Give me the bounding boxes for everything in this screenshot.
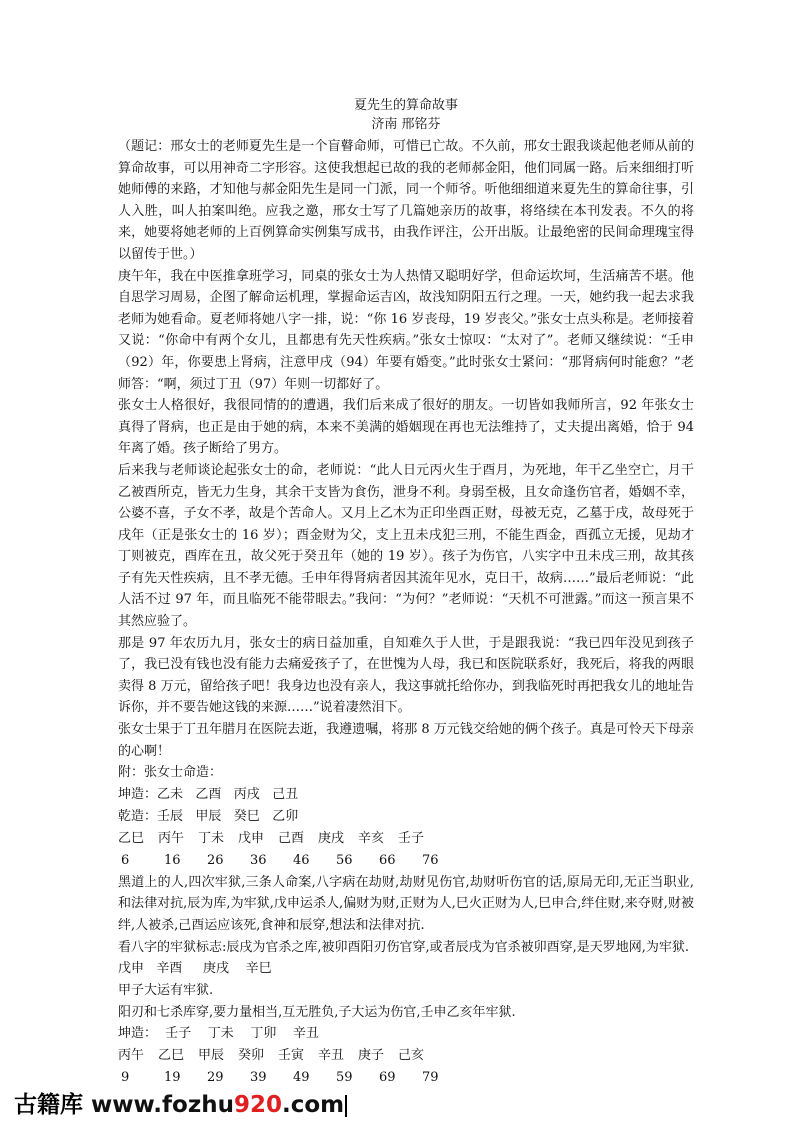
paragraph-story-2: 张女士人格很好，我很同情的的遭遇，我们后来成了很好的朋友。一切皆如我师所言，92 年张女士真得了肾病，也正是由于她的病，本来不美满的婚姻现在再也无法维持了，丈夫提出离婚，恰于 94 年离了婚。孩子断给了男方。 — [118, 398, 694, 457]
text-cursor-icon — [345, 1095, 347, 1117]
dayun-pillar: 壬子 — [398, 830, 425, 846]
dayun-age: 69 — [379, 1070, 396, 1086]
dayun-age: 79 — [422, 1070, 439, 1086]
dayun-pillar: 甲辰 — [198, 1048, 225, 1064]
dayun-age: 66 — [379, 852, 396, 868]
dayun-pillar: 乙巳 — [118, 830, 145, 846]
dayun-age: 39 — [250, 1070, 267, 1086]
dayun-pillar: 癸卯 — [238, 1048, 265, 1064]
document-body — [118, 96, 694, 1089]
watermark-url-suffix: .com — [281, 1092, 345, 1118]
kun-chart: 坤造：乙未 乙酉 丙戌 己丑 — [118, 786, 299, 802]
doc-author: 济南 邢铭芬 — [371, 117, 441, 132]
dayun-row-2 — [118, 1045, 694, 1067]
dayun-age: 9 — [121, 1070, 130, 1086]
dayun-pillar: 己亥 — [398, 1048, 425, 1064]
dayun-row-1 — [118, 828, 694, 850]
qian-chart: 乾造：壬辰 甲辰 癸巳 乙卯 — [118, 808, 299, 824]
dayun-age: 46 — [293, 852, 310, 868]
dayun-pillar: 辛亥 — [358, 830, 385, 846]
dayun-ages-1 — [118, 850, 694, 872]
note-prison-sign: 看八字的牢狱标志:辰戌为官杀之库,被卯酉阳刃伤官穿,或者辰戌为官杀被卯酉穿,是天罗地网,为牢狱. — [118, 939, 690, 955]
dayun-pillar: 丙午 — [118, 1048, 145, 1064]
paragraph-preface: （题记：邢女士的老师夏先生是一个盲瞽命师，可惜已亡故。不久前，邢女士跟我谈起他老师从前的算命故事，可以用神奇二字形容。这使我想起已故的我的老师郝金阳，他们同属一路。后来细细打听她师傅的来路，才知他与郝金阳先生是同一门派，同一个师爷。听他细细道来夏先生的算命往事，引人入胜，叫人拍案叫绝。应我之邀，邢女士写了几篇她亲历的故事，将络续在本刊发表。不久的将来，她要将她老师的上百例算命实例集写成书，由我作评注，公开出版。让最绝密的民间命理瑰宝得以留传于世。） — [118, 139, 694, 262]
dayun-pillar: 庚子 — [358, 1048, 385, 1064]
dayun-pillar: 丁未 — [198, 830, 225, 846]
paragraph-story-4: 张女士果于丁丑年腊月在医院去逝，我遵遗嘱，将那 8 万元钱交给她的俩个孩子。真是可怜天下母亲的心啊！ — [118, 722, 694, 759]
dayun-age: 36 — [250, 852, 267, 868]
dayun-age: 6 — [121, 852, 130, 868]
dayun-pillar: 戊申 — [238, 830, 265, 846]
dayun-age: 76 — [422, 852, 439, 868]
note-criminal: 黑道上的人,四次牢狱,三条人命案,八字病在劫财,劫财见伤官,劫财听伤官的话,原局无印,无正当职业,和法律对抗,辰为库,为牢狱,戊申运杀人,偏财为财,正财为人,巳火正财为人,巳申合,绊住财,来夺财,财被绊,人被杀,己酉运应该死,食神和辰穿,想法和法律对抗. — [118, 874, 694, 933]
pillars-example: 戊申 辛酉 庚戌 辛巳 — [118, 961, 272, 977]
doc-title: 夏先生的算命故事 — [353, 98, 458, 113]
appendix-heading: 附：张女士命造： — [118, 765, 223, 781]
dayun-pillar: 己酉 — [278, 830, 305, 846]
dayun-pillar: 辛丑 — [318, 1048, 345, 1064]
dayun-pillar: 丙午 — [158, 830, 185, 846]
site-watermark — [14, 1086, 347, 1119]
dayun-age: 29 — [207, 1070, 224, 1086]
note-yangren: 阳刃和七杀库穿,要力量相当,互无胜负,子大运为伤官,壬申乙亥年牢狱. — [118, 1004, 516, 1020]
kun-chart-2: 坤造： 壬子 丁未 丁卯 辛丑 — [118, 1026, 319, 1042]
dayun-pillar: 壬寅 — [278, 1048, 305, 1064]
note-jiazi: 甲子大运有牢狱. — [118, 983, 214, 999]
dayun-age: 16 — [164, 852, 181, 868]
watermark-url-number: 920 — [233, 1092, 282, 1118]
dayun-age: 59 — [336, 1070, 353, 1086]
watermark-url-prefix: www.fozhu — [91, 1092, 234, 1118]
paragraph-story-1: 庚午年，我在中医推拿班学习，同桌的张女士为人热情又聪明好学，但命运坎坷，生活痛苦不堪。他自思学习周易，企图了解命运机理，掌握命运吉凶，故浅知阴阳五行之理。一天，她约我一起去求我老师为她看命。夏老师将她八字一排，说：“你 16 岁丧母，19 岁丧父。”张女士点头称是。老师接着又说：“你命中有两个女儿，且都患有先天性疾病。”张女士惊叹：“太对了”。老师又继续说：“壬申（92）年，你要患上肾病，注意甲戌（94）年要有婚变。”此时张女士紧问：“那肾病何时能愈？”老师答：“啊，须过丁丑（97）年则一切都好了。 — [118, 268, 694, 392]
dayun-age: 19 — [164, 1070, 181, 1086]
dayun-age: 56 — [336, 852, 353, 868]
dayun-age: 49 — [293, 1070, 310, 1086]
dayun-pillar: 乙巳 — [158, 1048, 185, 1064]
paragraph-analysis: 后来我与老师谈论起张女士的命，老师说：“此人日元丙火生于酉月，为死地，年干乙坐空亡，月干乙被酉所克，皆无力生身，其余干支皆为食伤，泄身不利。身弱至极，且女命逢伤官者，婚姻不幸，公婆不喜，子女不孝，故是个苦命人。又月上乙木为正印坐酉正财，母被无克，乙墓于戌，故母死于戌年（正是张女士的 16 岁）；酉金财为父，支上丑未戌犯三刑，不能生酉金，酉孤立无援，见劫才丁则被克，酉库在丑，故父死于癸丑年（她的 19 岁）。孩子为伤官，八实字中丑未戌三刑，故其孩子有先天性疾病，且不孝无德。壬申年得肾病者因其流年见水，克日干，故病……”最后老师说：“此人活不过 97 年，而且临死不能带眼去。”我问：“为何？”老师说：“天机不可泄露。”而这一预言果不其然应验了。 — [118, 462, 694, 630]
paragraph-story-3: 那是 97 年农历九月，张女士的病日益加重，自知难久于人世，于是跟我说：“我已四年没见到孩子了，我已没有钱也没有能力去痛爱孩子了，在世愧为人母，我已和医院联系好，我死后，将我的两眼卖得 8 万元，留给孩子吧！我身边也没有亲人，我这事就托给你办，到我临死时再把我女儿的地址告诉你，并不要告她这钱的来源……”说着凄然泪下。 — [118, 635, 694, 716]
dayun-age: 26 — [207, 852, 224, 868]
dayun-pillar: 庚戌 — [318, 830, 345, 846]
watermark-cn: 古籍库 — [14, 1092, 83, 1118]
